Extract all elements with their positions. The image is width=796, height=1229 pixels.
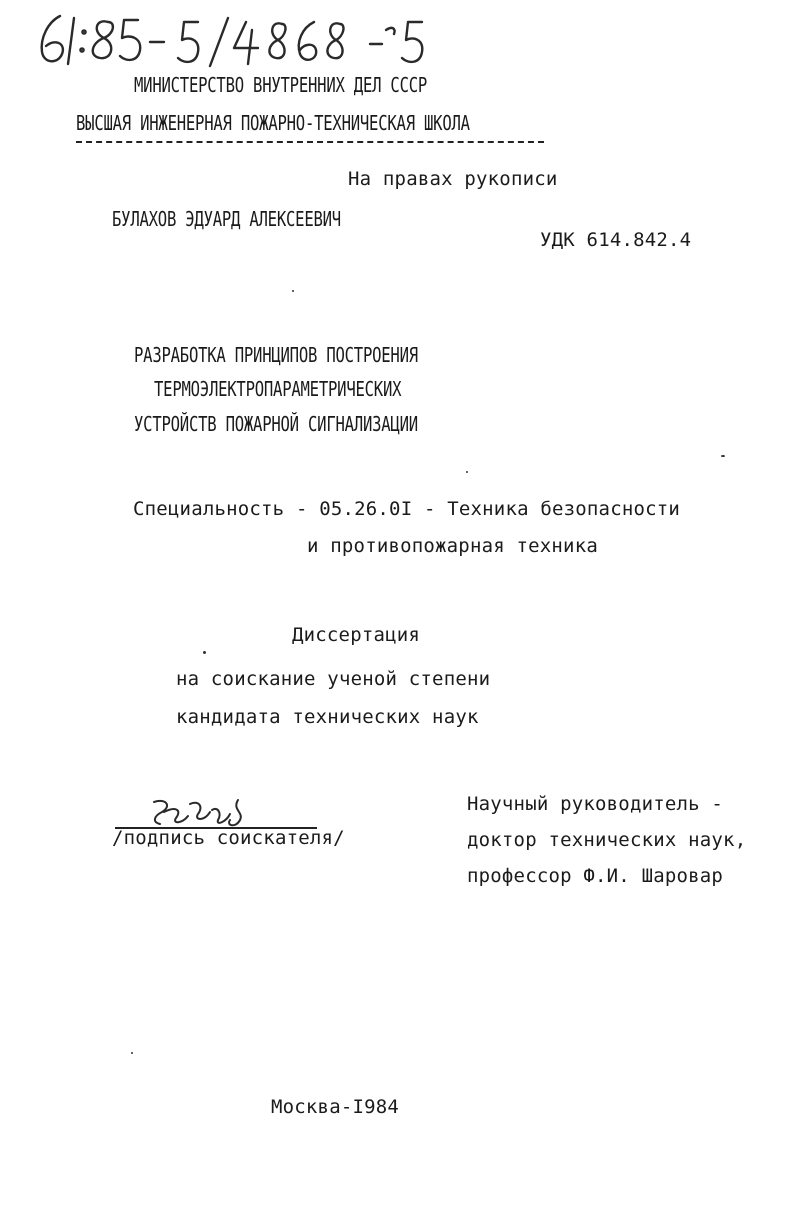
school-name: ВЫСШАЯ ИНЖЕНЕРНАЯ ПОЖАРНО-ТЕХНИЧЕСКАЯ ШКОЛА <box>76 111 470 135</box>
degree-line-2: кандидата технических наук <box>176 706 479 728</box>
advisor-line-2: доктор технических наук, <box>467 829 747 851</box>
paper-speck <box>292 290 294 292</box>
dissertation-heading: Диссертация <box>292 624 421 646</box>
ministry-name: МИНИСТЕРСТВО ВНУТРЕННИХ ДЕЛ СССР <box>134 73 428 97</box>
title-line-3: УСТРОЙСТВ ПОЖАРНОЙ СИГНАЛИЗАЦИИ <box>134 412 418 436</box>
udc-code: УДК 614.842.4 <box>540 229 692 251</box>
title-line-2: ТЕРМОЭЛЕКТРОПАРАМЕТРИЧЕСКИХ <box>154 377 402 401</box>
manuscript-note: На правах рукописи <box>348 168 558 190</box>
signature-caption: /подпись соискателя/ <box>112 827 345 849</box>
signature-line <box>115 827 317 829</box>
title-line-1: РАЗРАБОТКА ПРИНЦИПОВ ПОСТРОЕНИЯ <box>134 343 418 367</box>
paper-speck <box>203 651 206 654</box>
paper-speck <box>721 455 725 457</box>
advisor-line-3: профессор Ф.И. Шаровар <box>467 865 724 887</box>
place-and-year: Москва-I984 <box>271 1096 400 1118</box>
specialty-line-1: Специальность - 05.26.0I - Техника безопасности <box>133 498 681 520</box>
advisor-line-1: Научный руководитель - <box>467 793 724 815</box>
specialty-line-2: и противопожарная техника <box>307 535 598 557</box>
handwritten-archive-mark <box>30 8 460 76</box>
author-name: БУЛАХОВ ЭДУАРД АЛЕКСЕЕВИЧ <box>112 207 341 231</box>
paper-speck <box>131 1052 133 1054</box>
paper-speck <box>466 471 468 473</box>
author-signature <box>146 796 266 830</box>
header-divider <box>76 141 544 143</box>
degree-line-1: на соискание ученой степени <box>176 668 491 690</box>
